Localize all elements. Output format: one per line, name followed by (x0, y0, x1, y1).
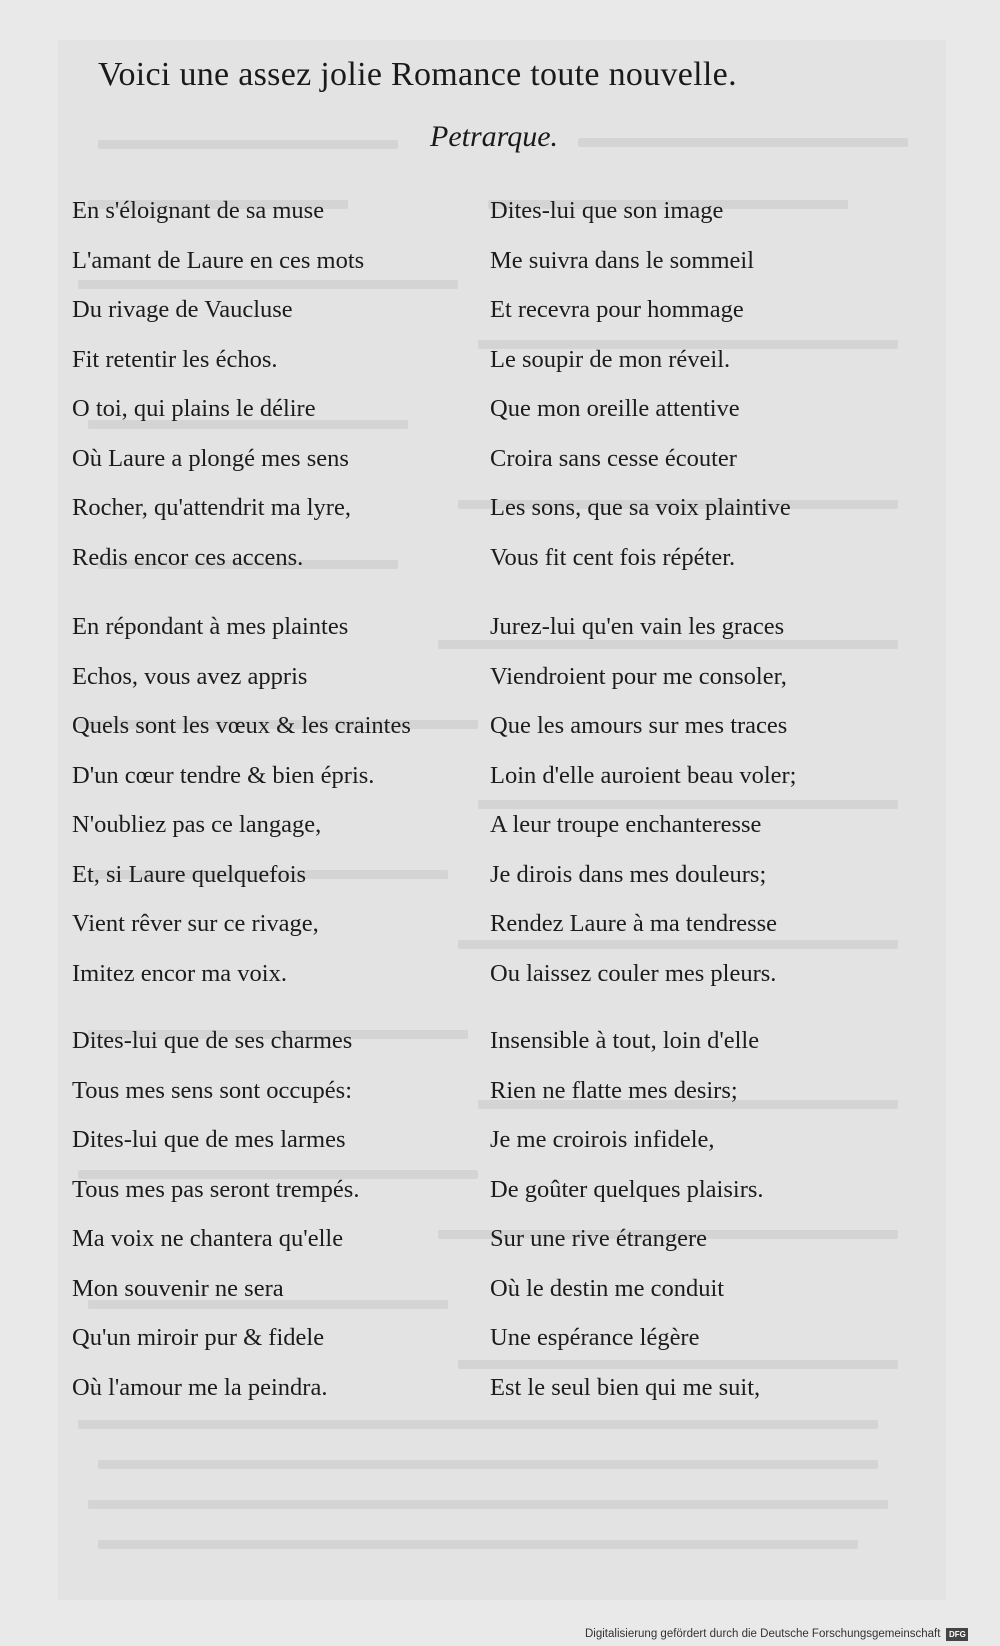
verse-line: Dites-lui que de mes larmes (72, 1126, 346, 1153)
verse-line: Qu'un miroir pur & fidele (72, 1324, 325, 1351)
verse-line: Vient rêver sur ce rivage, (72, 910, 319, 937)
verse-line: D'un cœur tendre & bien épris. (72, 761, 375, 789)
verse-line: Où le destin me conduit (490, 1274, 725, 1302)
verse-line: A leur troupe enchanteresse (490, 811, 762, 838)
stanza-1-right (490, 186, 870, 582)
verse-line: Insensible à tout, loin d'elle (490, 1027, 760, 1054)
verse-line: Viendroient pour me consoler, (490, 662, 787, 690)
verse-line: Où Laure a plongé mes sens (72, 444, 349, 472)
verse-line: Redis encor ces accens. (72, 543, 304, 571)
stanza-2-right (490, 602, 870, 998)
verse-line: Sur une rive étrangere (490, 1225, 707, 1252)
footer-credit: Digitalisierung gefördert durch die Deutsche Forschungsgemeinschaft (585, 1628, 941, 1640)
verse-line: Je me croirois infidele, (490, 1126, 715, 1153)
verse-line: Une espérance légère (490, 1324, 700, 1351)
stanza-3-right (490, 1016, 870, 1412)
verse-line: Où l'amour me la peindra. (72, 1373, 328, 1401)
verse-line: Je dirois dans mes douleurs; (490, 860, 767, 888)
verse-line: Rocher, qu'attendrit ma lyre, (72, 494, 351, 521)
verse-line: En répondant à mes plaintes (72, 613, 349, 640)
verse-line: Que les amours sur mes traces (490, 712, 788, 739)
verse-line: Mon souvenir ne sera (72, 1274, 284, 1302)
verse-line: Ou laissez couler mes pleurs. (490, 959, 777, 987)
verse-line: Et recevra pour hommage (490, 296, 744, 323)
stanza-3-left (72, 1016, 452, 1412)
verse-line: N'oubliez pas ce langage, (72, 811, 322, 838)
dfg-logo-icon: DFG (946, 1628, 968, 1641)
verse-line: Fit retentir les échos. (72, 345, 278, 373)
verse-line: Quels sont les vœux & les craintes (72, 712, 411, 739)
verse-line: Les sons, que sa voix plaintive (490, 494, 791, 521)
verse-line: Me suivra dans le sommeil (490, 246, 755, 274)
verse-line: Loin d'elle auroient beau voler; (490, 761, 797, 789)
verse-line: Dites-lui que son image (490, 197, 724, 224)
verse-line: Du rivage de Vaucluse (72, 296, 293, 323)
verse-line: Tous mes pas seront trempés. (72, 1175, 360, 1203)
author-heading: Petrarque. (430, 120, 559, 153)
verse-line: L'amant de Laure en ces mots (72, 246, 365, 274)
verse-line: Croira sans cesse écouter (490, 444, 737, 472)
verse-line: Rien ne flatte mes desirs; (490, 1076, 738, 1104)
verse-line: Est le seul bien qui me suit, (490, 1373, 761, 1401)
verse-line: Jurez-lui qu'en vain les graces (490, 613, 785, 640)
verse-line: Et, si Laure quelquefois (72, 860, 307, 888)
digitization-footer (585, 1624, 968, 1644)
verse-line: Rendez Laure à ma tendresse (490, 910, 778, 937)
verse-line: Tous mes sens sont occupés: (72, 1076, 353, 1104)
stanza-2-left (72, 602, 452, 998)
stanza-1-left (72, 186, 452, 582)
verse-line: O toi, qui plains le délire (72, 395, 316, 422)
page-heading: Voici une assez jolie Romance toute nouvelle. (98, 56, 737, 93)
verse-line: Que mon oreille attentive (490, 395, 740, 422)
verse-line: Ma voix ne chantera qu'elle (72, 1225, 344, 1252)
verse-line: Dites-lui que de ses charmes (72, 1027, 353, 1054)
verse-line: En s'éloignant de sa muse (72, 197, 325, 224)
verse-line: Le soupir de mon réveil. (490, 345, 731, 373)
verse-line: Echos, vous avez appris (72, 662, 308, 690)
verse-line: Vous fit cent fois répéter. (490, 543, 736, 571)
verse-line: De goûter quelques plaisirs. (490, 1175, 764, 1203)
verse-line: Imitez encor ma voix. (72, 959, 287, 987)
